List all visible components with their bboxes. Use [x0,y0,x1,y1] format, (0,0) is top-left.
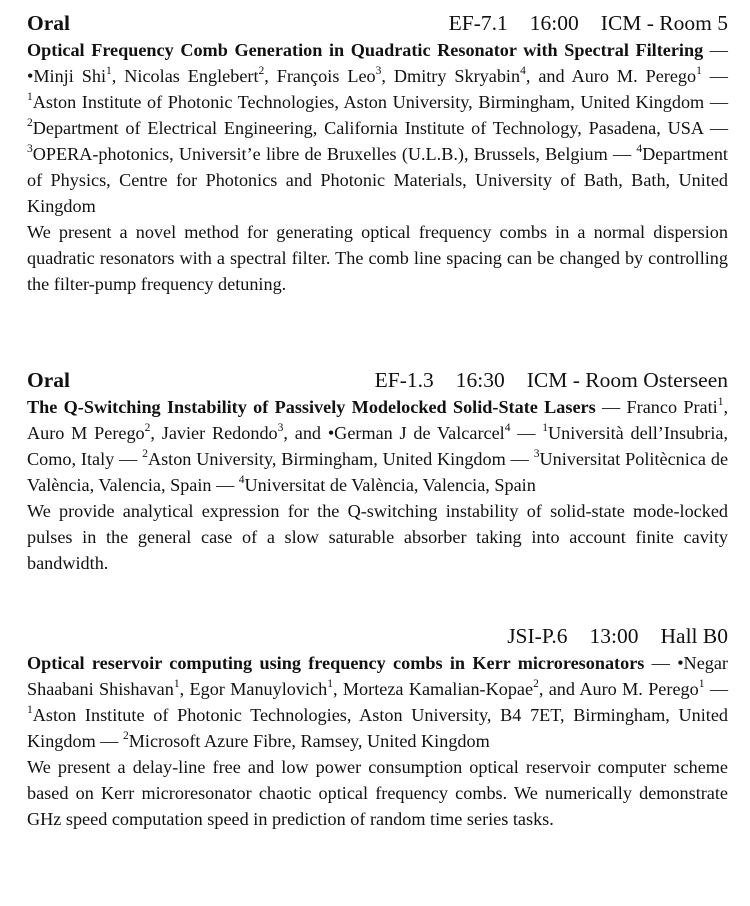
session-time: 16:00 [529,11,579,35]
affiliation-marker: 3 [375,64,382,77]
affiliation-marker: 2 [258,64,265,77]
affiliation-marker: 3 [277,421,284,434]
affiliation-text: Aston University, Birmingham, United Kingdom [147,449,506,469]
paper-abstract: We present a novel method for generating optical frequency combs in a normal dispersion quadratic resonators with a spectral filter. The comb line spacing can be changed by controlling the filter-pump frequency detuning. [27,222,728,294]
affiliation-list: $^1$Aston Institute of Photonic Technologies, Aston University, B4 7ET, Birmingham, United Kingdom — $^2$Microsoft Azure Fibre, Ramsey, United Kingdom [27,703,728,751]
paper-abstract: We present a delay-line free and low power consumption optical reservoir computer scheme based on Kerr microresonator chaotic optical frequency combs. We numerically demonstrate GHz speed computation speed in prediction of random time series tasks. [27,757,728,829]
affiliation-text: Universitat Politècnica de València, Valencia, Spain [27,449,729,495]
author-name: Nicolas Englebert [124,66,259,86]
program-entry [27,366,728,576]
affiliation-marker: 2 [533,677,539,690]
author-name: •Negar Shaabani Shishavan [27,653,728,699]
affiliation-marker: 1 [173,677,180,690]
author-name: Auro M Perego [27,423,145,443]
entry-header [27,366,728,394]
session-time: 13:00 [589,624,639,648]
affiliation-text: Aston Institute of Photonic Technologies, Aston University, B4 7ET, Birmingham, United Kingdom [27,705,728,751]
affiliation-text: Department of Physics, Centre for Photonics and Photonic Materials, University of Bath, Bath, United Kingdom [27,144,728,216]
author-name: Auro M. Perego [571,66,697,86]
author-name: François Leo [276,66,376,86]
entry-header [27,622,728,650]
author-name: Javier Redondo [161,423,278,443]
entry-description: The Q-Switching Instability of Passively Modelocked Solid-State Lasers — Franco Prati$^1$, Auro M Perego$^2$, Javier Redondo$^3$, and •German J de Valcarcel$^4$ — $^1$Università dell’Insubria, Como, Italy — $^2$Aston University, Birmingham, United Kingdom — $^3$Universitat Politècnica de València, Valencia, Spain — $^4$Universitat de València, Valencia, Spain [27,395,729,495]
affiliation-marker: 4 [520,64,526,77]
author-list: •Negar Shaabani Shishavan$^1$, Egor Manuylovich$^1$, Morteza Kamalian-Kopae$^2$, and Auro M. Perego$^1$ [27,653,728,699]
affiliation-marker: 4 [504,421,511,434]
affiliation-text: Microsoft Azure Fibre, Ramsey, United Kingdom [128,731,490,751]
session-type: Oral [27,11,70,35]
entry-description: Optical Frequency Comb Generation in Quadratic Resonator with Spectral Filtering — •Minji Shi$^1$, Nicolas Englebert$^2$, François Leo$^3$, Dmitry Skryabin$^4$, and Auro M. Perego$^1$ — $^1$Aston Institute of Photonic Technologies, Aston University, Birmingham, United Kingdom — $^2$Department of Electrical Engineering, California Institute of Technology, Pasadena, USA — $^3$OPERA-photonics, Universit’e libre de Bruxelles (U.L.B.), Brussels, Belgium — $^4$Department of Physics, Centre for Photonics and Photonic Materials, University of Bath, Bath, United Kingdom [27,40,729,216]
affiliation-text: OPERA-photonics, Universit’e libre de Bruxelles (U.L.B.), Brussels, Belgium [32,144,608,164]
author-name: Morteza Kamalian-Kopae [342,679,534,699]
session-type: Oral [27,368,70,392]
affiliation-marker: 1 [717,395,724,408]
author-list: Franco Prati$^1$, Auro M Perego$^2$, Javier Redondo$^3$, and •German J de Valcarcel$^4$ [27,395,729,443]
author-name: Dmitry Skryabin [393,66,521,86]
program-entry [27,622,728,832]
affiliation-marker: 1 [106,64,112,77]
affiliation-text: Università dell’Insubria, Como, Italy [27,423,729,469]
session-room: Hall B0 [660,624,728,648]
session-room: ICM - Room 5 [600,11,728,35]
author-name: Egor Manuylovich [189,679,328,699]
affiliation-marker: 2 [144,421,151,434]
affiliation-marker: 1 [696,64,702,77]
affiliation-list: $^1$Aston Institute of Photonic Technologies, Aston University, Birmingham, United Kingdom — $^2$Department of Electrical Engineering, California Institute of Technology, Pasadena, USA — $^3$OPERA-photonics, Universit’e libre de Bruxelles (U.L.B.), Brussels, Belgium — $^4$Department of Physics, Centre for Photonics and Photonic Materials, University of Bath, Bath, United Kingdom [27,90,729,216]
author-name: •German J de Valcarcel [327,423,505,443]
affiliation-text: Universitat de València, Valencia, Spain [244,475,536,495]
paper-abstract: We provide analytical expression for the Q-switching instability of solid-state mode-locked pulses in the general case of a slow saturable absorber taking into account finite cavity bandwidth. [27,501,728,573]
session-code: EF-1.3 [374,368,434,392]
author-name: •Minji Shi [27,66,107,86]
author-name: Franco Prati [626,397,718,417]
session-room: ICM - Room Osterseen [526,368,728,392]
entry-header [27,9,728,37]
paper-title: Optical Frequency Comb Generation in Quadratic Resonator with Spectral Filtering [27,40,704,60]
paper-title: Optical reservoir computing using frequency combs in Kerr microresonators [27,653,645,673]
session-code: JSI-P.6 [507,624,568,648]
affiliation-marker: 1 [698,677,705,690]
affiliation-text: Department of Electrical Engineering, California Institute of Technology, Pasadena, USA [32,118,703,138]
paper-title: The Q-Switching Instability of Passively Modelocked Solid-State Lasers [27,397,596,417]
affiliation-text: Aston Institute of Photonic Technologies, Aston University, Birmingham, United Kingdom [32,92,705,112]
affiliation-list: $^1$Università dell’Insubria, Como, Italy — $^2$Aston University, Birmingham, United Kingdom — $^3$Universitat Politècnica de València, Valencia, Spain — $^4$Universitat de València, Valencia, Spain [27,421,729,495]
session-time: 16:30 [455,368,505,392]
program-entry [27,9,728,297]
entry-description: Optical reservoir computing using frequency combs in Kerr microresonators — •Negar Shaabani Shishavan$^1$, Egor Manuylovich$^1$, Morteza Kamalian-Kopae$^2$, and Auro M. Perego$^1$ — $^1$Aston Institute of Photonic Technologies, Aston University, B4 7ET, Birmingham, United Kingdom — $^2$Microsoft Azure Fibre, Ramsey, United Kingdom [27,653,729,751]
author-list: •Minji Shi$^1$, Nicolas Englebert$^2$, François Leo$^3$, Dmitry Skryabin$^4$, and Auro M. Perego$^1$ [27,64,702,86]
session-code: EF-7.1 [448,11,508,35]
affiliation-marker: 1 [327,677,333,690]
author-name: Auro M. Perego [579,679,699,699]
